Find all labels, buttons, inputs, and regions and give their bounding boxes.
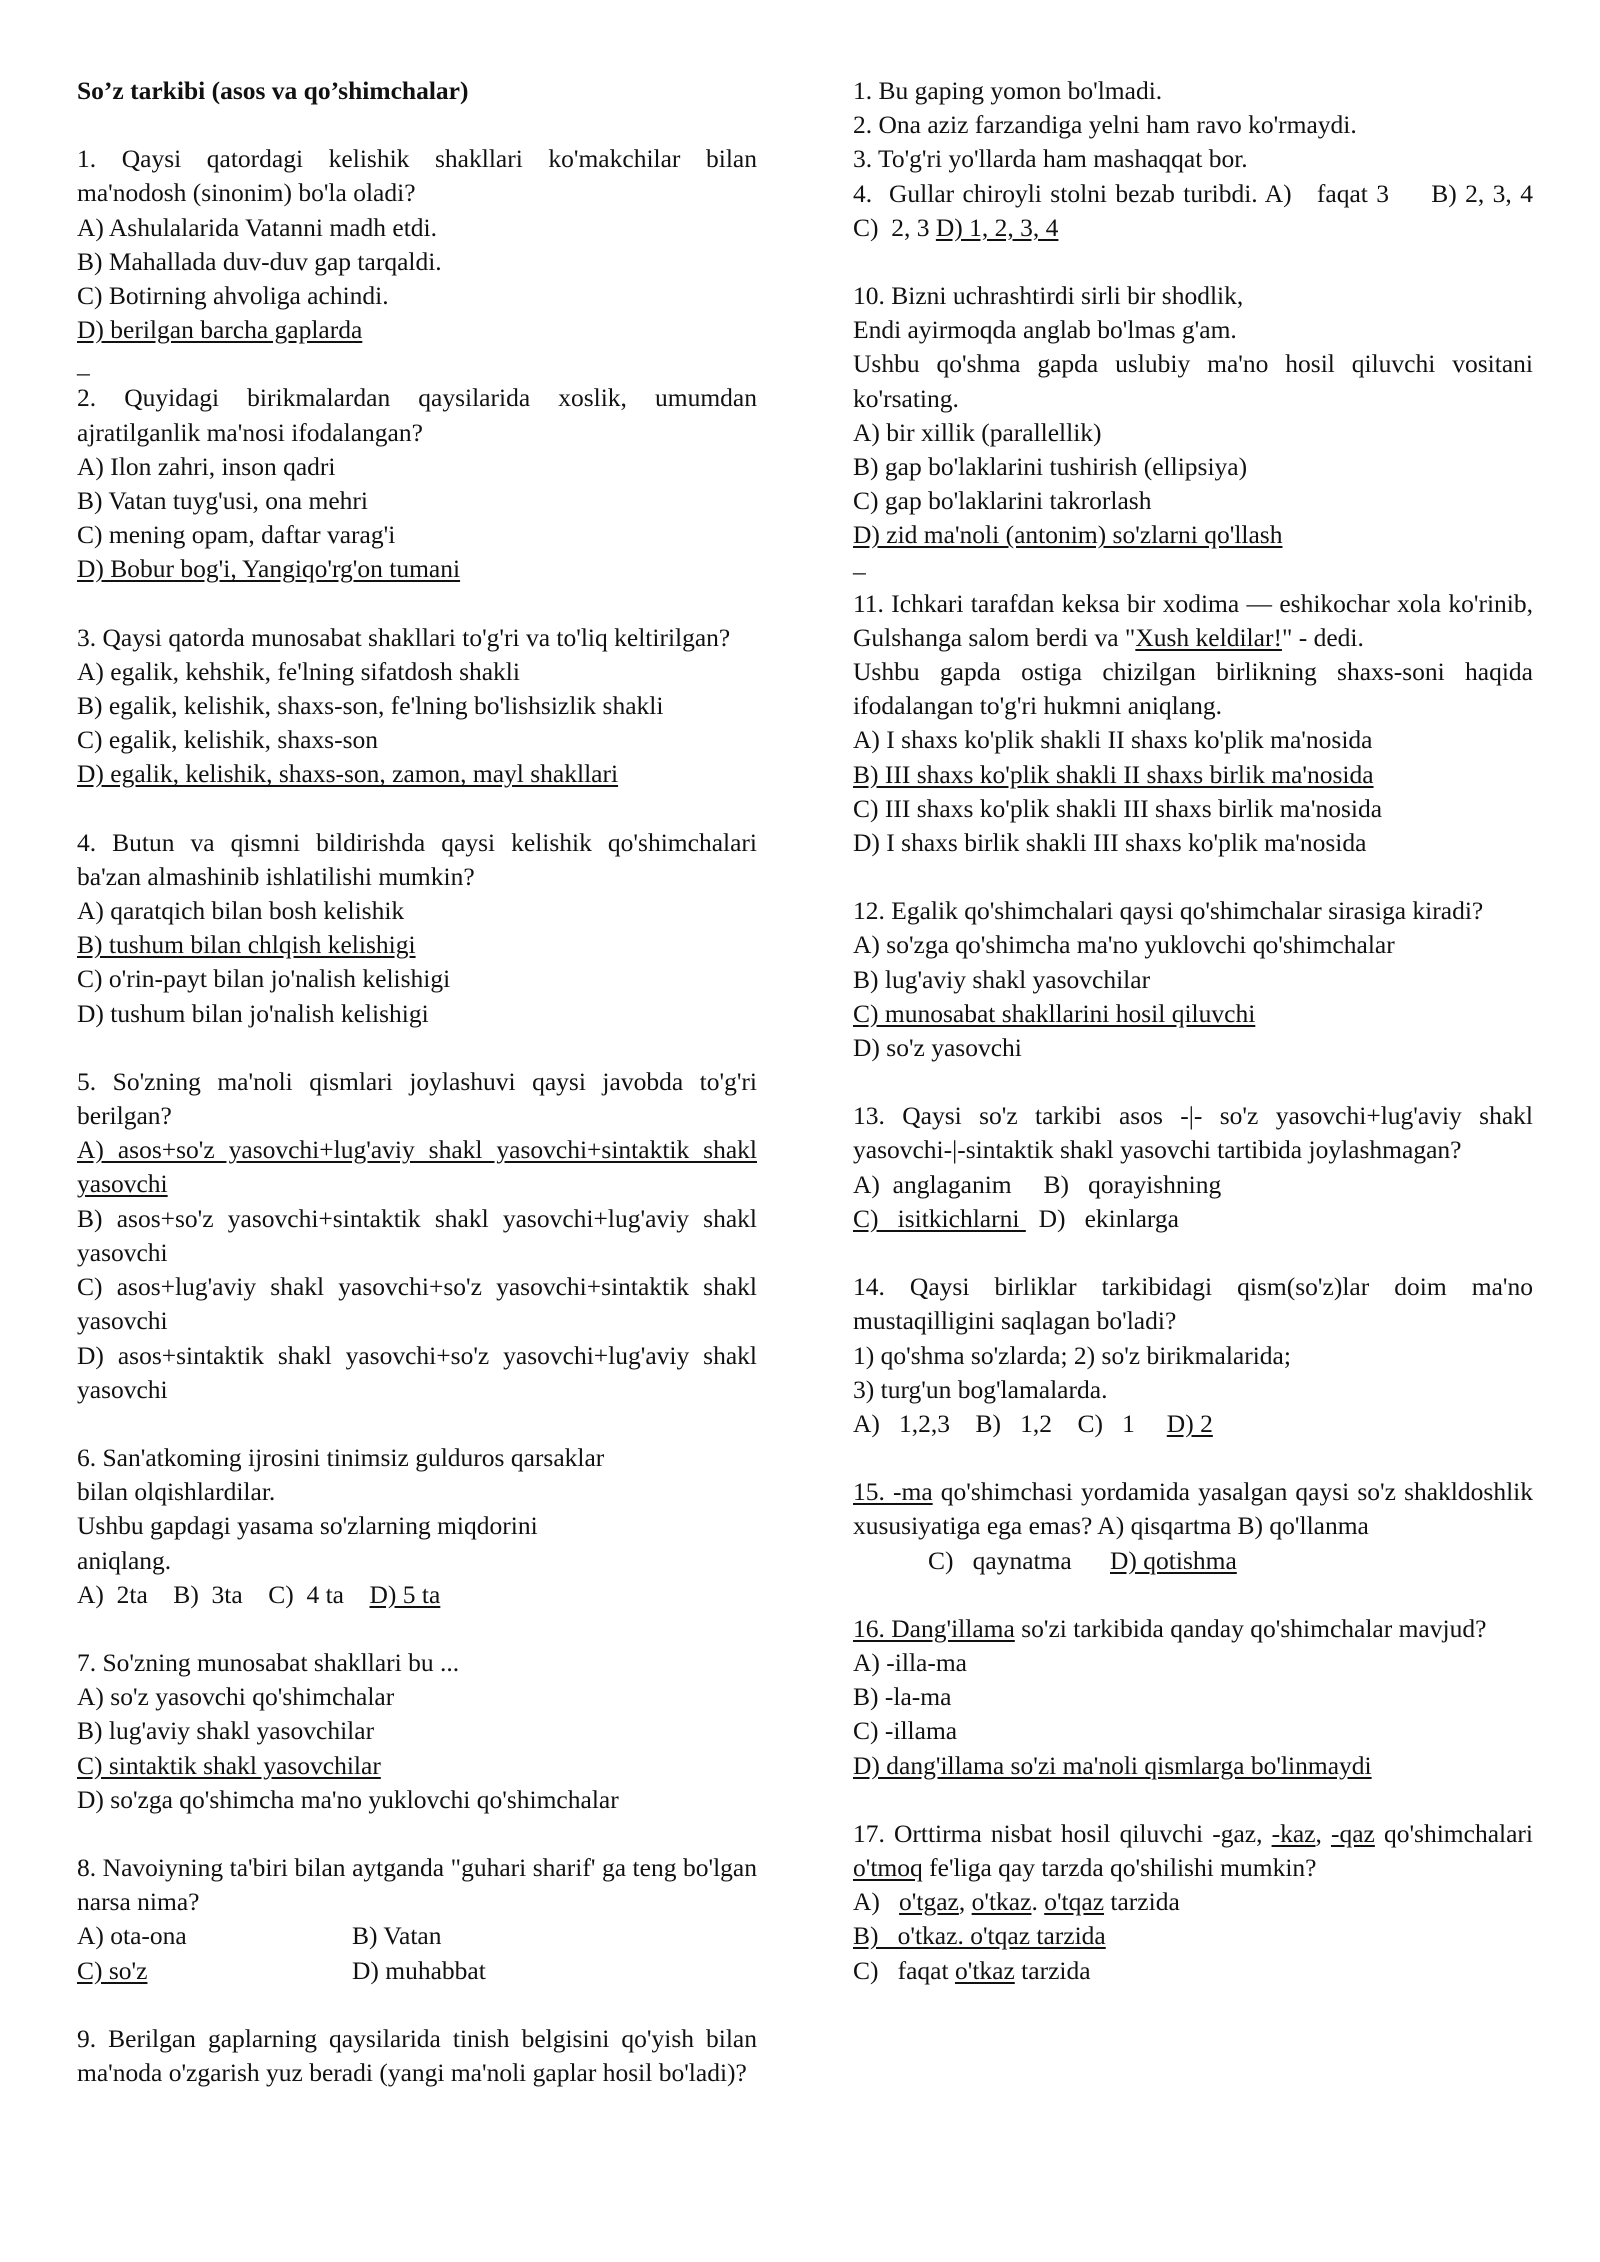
options-a-c: A) 1,2,3 B) 1,2 C) 1 <box>853 1408 1167 1438</box>
option-c-answer: C) sintaktik shakl yasovchilar <box>77 1750 381 1780</box>
page-title: So’z tarkibi (asos va qo’shimchalar) <box>77 76 469 105</box>
stem-text: 11. Ichkari tarafdan keksa bir xodima — eshikochar xola ko'rinib, Gulshanga salom berdi va " <box>853 588 1533 652</box>
right-column <box>853 74 1553 2022</box>
word: o'tqaz <box>1044 1887 1105 1917</box>
option-c-answer-cell <box>77 1954 352 1988</box>
question-11 <box>853 587 1533 861</box>
question-9-stem <box>77 2022 757 2090</box>
question-stem: 9. Berilgan gaplarning qaysilarida tinish belgisini qo'yish bilan ma'noda o'zgarish yuz beradi (yangi ma'noli gaplar hosil bo'ladi)? <box>77 2023 757 2087</box>
question-8 <box>77 1851 757 1988</box>
question-stem <box>853 1612 1533 1646</box>
word: o'tkaz <box>954 1955 1015 1985</box>
option-c: C) o'rin-payt bilan jo'nalish kelishigi <box>77 964 451 994</box>
option-d: D) ekinlarga <box>1025 1203 1179 1233</box>
suffix-kaz: -kaz <box>1271 1818 1316 1848</box>
question-stem: 12. Egalik qo'shimchalari qaysi qo'shimchalar sirasiga kiradi? <box>853 896 1484 926</box>
option-a: A) egalik, kehshik, fe'lning sifatdosh shakli <box>77 656 520 686</box>
word: o'tgaz <box>899 1887 959 1917</box>
question-stem <box>853 1817 1533 1885</box>
options-row <box>77 1919 757 1953</box>
option-c <box>853 1954 1533 1988</box>
question-15 <box>853 1475 1533 1578</box>
option-a: A) qaratqich bilan bosh kelishik <box>77 896 405 926</box>
question-stem-2: Ushbu gapda ostiga chizilgan birlikning shaxs-soni haqida ifodalangan to'g'ri hukmni aniqlang. <box>853 657 1533 721</box>
option-b: B) lug'aviy shakl yasovchilar <box>77 1716 375 1746</box>
question-5 <box>77 1065 757 1407</box>
option-text: A) <box>853 1887 900 1917</box>
question-7 <box>77 1646 757 1817</box>
option-a: A) so'z yasovchi qo'shimchalar <box>77 1682 395 1712</box>
options-line <box>853 1544 1533 1578</box>
stem-text: " - dedi. <box>1281 622 1364 652</box>
option-b-answer: B) tushum bilan chlqish kelishigi <box>77 930 416 960</box>
underlined-phrase: Xush keldilar! <box>1135 622 1282 652</box>
option-d-answer: D) qotishma <box>1110 1545 1237 1575</box>
question-stem: 13. Qaysi so'z tarkibi asos -|- so'z yasovchi+lug'aviy shakl yasovchi-|-sintaktik shakl yasovchi tartibida joylashmagan? <box>853 1101 1533 1165</box>
question-13 <box>853 1099 1533 1236</box>
option-a: A) -illa-ma <box>853 1647 967 1677</box>
option-a <box>853 1885 1533 1919</box>
question-stem: 2. Quyidagi birikmalardan qaysilarida xoslik, umumdan ajratilganlik ma'nosi ifodalangan? <box>77 383 757 447</box>
question-line: bilan olqishlardilar. <box>77 1477 276 1507</box>
option-a: A) ota-ona <box>77 1921 187 1951</box>
stem-text: qo'shimchalari <box>1374 1818 1534 1848</box>
question-stem: Ushbu qo'shma gapda uslubiy ma'no hosil qiluvchi vositani ko'rsating. <box>853 349 1533 413</box>
option-b: B) gap bo'laklarini tushirish (ellipsiya) <box>853 452 1248 482</box>
option-c: C) qaynatma <box>928 1545 1110 1575</box>
option-c-answer: C) isitkichlarni <box>853 1203 1026 1233</box>
option-text: , <box>958 1887 972 1917</box>
question-10 <box>853 279 1533 577</box>
verb-otmoq: o'tmoq <box>853 1852 923 1882</box>
option-b: B) lug'aviy shakl yasovchilar <box>853 964 1151 994</box>
suffix-label: 15. -ma <box>853 1477 933 1507</box>
stem-text: so'zi tarkibida qanday qo'shimchalar mavjud? <box>1014 1613 1487 1643</box>
option-text: . <box>1031 1887 1045 1917</box>
question-4 <box>77 826 757 1031</box>
question-6 <box>77 1441 757 1612</box>
option-c: C) gap bo'laklarini takrorlash <box>853 486 1152 516</box>
option-c: C) egalik, kelishik, shaxs-son <box>77 725 379 755</box>
item-1: 1. Bu gaping yomon bo'lmadi. <box>853 76 1163 105</box>
option-d-answer: D) 1, 2, 3, 4 <box>935 212 1059 242</box>
question-3 <box>77 621 757 792</box>
option-a: A) Ilon zahri, inson qadri <box>77 451 336 481</box>
option-d: D) so'zga qo'shimcha ma'no yuklovchi qo'shimchalar <box>77 1784 619 1814</box>
question-12 <box>853 894 1533 1065</box>
option-d: D) so'z yasovchi <box>853 1033 1022 1063</box>
option-text: tarzida <box>1014 1955 1091 1985</box>
word: o'tkaz <box>971 1887 1032 1917</box>
options-a-b: A) anglaganim B) qorayishning <box>853 1169 1222 1199</box>
option-c: C) mening opam, daftar varag'i <box>77 520 396 550</box>
item-4-text: 4. Gullar chiroyli stolni bezab turibdi. A) faqat 3 B) 2, 3, 4 C) 2, 3 <box>853 178 1553 242</box>
trailing-mark: _ <box>77 349 90 379</box>
option-a: A) bir xillik (parallellik) <box>853 417 1102 447</box>
item-2: 2. Ona aziz farzandiga yelni ham ravo ko'rmaydi. <box>853 110 1357 140</box>
option-a: A) Ashulalarida Vatanni madh etdi. <box>77 212 437 242</box>
question-1 <box>77 142 757 381</box>
option-c: C) Botirning ahvoliga achindi. <box>77 281 389 311</box>
question-stem: 4. Butun va qismni bildirishda qaysi kelishik qo'shimchalari ba'zan almashinib ishlatilishi mumkin? <box>77 827 757 891</box>
option-d: D) tushum bilan jo'nalish kelishigi <box>77 998 429 1028</box>
option-d-answer: D) 2 <box>1166 1408 1213 1438</box>
question-stem: 8. Navoiyning ta'biri bilan aytganda "guhari sharif' ga teng bo'lgan narsa nima? <box>77 1852 757 1917</box>
option-d-answer: D) 5 ta <box>369 1579 441 1609</box>
question-line: Ushbu gapdagi yasama so'zlarning miqdorini <box>77 1511 538 1541</box>
word-label: 16. Dang'illama <box>853 1613 1015 1643</box>
option-b-answer: B) III shaxs ko'plik shakli II shaxs birlik ma'nosida <box>853 759 1374 789</box>
question-line: aniqlang. <box>77 1545 172 1575</box>
stem-text: , <box>1315 1818 1331 1848</box>
question-17 <box>853 1817 1533 1988</box>
question-stem: 1. Qaysi qatordagi kelishik shakllari ko'makchilar bilan ma'nodosh (sinonim) bo'la oladi? <box>77 144 757 208</box>
options-line <box>77 1578 757 1612</box>
item-3: 3. To'g'ri yo'llarda ham mashaqqat bor. <box>853 144 1248 174</box>
option-d: D) I shaxs birlik shakli III shaxs ko'plik ma'nosida <box>853 828 1367 858</box>
option-b: B) Vatan <box>352 1921 442 1951</box>
option-d-answer: D) zid ma'noli (antonim) so'zlarni qo'llash <box>853 520 1283 550</box>
left-column <box>77 74 757 2124</box>
stem-text: fe'liga qay tarzda qo'shilishi mumkin? <box>922 1852 1317 1882</box>
stem-text: 17. Orttirma nisbat hosil qiluvchi -gaz, <box>853 1818 1272 1848</box>
item-4-with-options <box>853 177 1553 245</box>
option-a: A) so'zga qo'shimcha ma'no yuklovchi qo'shimchalar <box>853 930 1395 960</box>
options-a-c: A) 2ta B) 3ta C) 4 ta <box>77 1579 370 1609</box>
option-c-answer: C) so'z <box>77 1955 148 1985</box>
option-c: C) III shaxs ko'plik shakli III shaxs birlik ma'nosida <box>853 793 1383 823</box>
option-c: C) asos+lug'aviy shakl yasovchi+so'z yasovchi+sintaktik shakl yasovchi <box>77 1272 757 1336</box>
option-b: B) Mahallada duv-duv gap tarqaldi. <box>77 246 442 276</box>
suffix-qaz: -qaz <box>1330 1818 1375 1848</box>
question-line: 6. San'atkoming ijrosini tinimsiz gulduros qarsaklar <box>77 1442 605 1472</box>
stem-text: qo'shimchasi yordamida yasalgan qaysi so'z shakldoshlik xususiyatiga ega emas? A) qisqartma B) qo'llanma <box>853 1477 1533 1541</box>
options-row <box>77 1954 757 1988</box>
question-stem: 3. Qaysi qatorda munosabat shakllari to'g'ri va to'liq keltirilgan? <box>77 622 731 652</box>
poem-line: Endi ayirmoqda anglab bo'lmas g'am. <box>853 315 1237 345</box>
option-a: A) I shaxs ko'plik shakli II shaxs ko'plik ma'nosida <box>853 725 1373 755</box>
question-14 <box>853 1270 1533 1441</box>
item-line: 3) turg'un bog'lamalarda. <box>853 1374 1108 1404</box>
options-line <box>853 1202 1533 1236</box>
option-b-answer: B) o'tkaz. o'tqaz tarzida <box>853 1921 1106 1951</box>
question-stem: 14. Qaysi birliklar tarkibidagi qism(so'z)lar doim ma'no mustaqilligini saqlagan bo'ladi? <box>853 1272 1533 1336</box>
option-c-answer: C) munosabat shakllarini hosil qiluvchi <box>853 998 1256 1028</box>
option-a-answer: A) asos+so'z yasovchi+lug'aviy shakl yasovchi+sintaktik shakl yasovchi <box>77 1135 757 1199</box>
question-stem: 5. So'zning ma'noli qismlari joylashuvi qaysi javobda to'g'ri berilgan? <box>77 1066 757 1131</box>
option-d-answer: D) Bobur bog'i, Yangiqo'rg'on tumani <box>77 554 461 584</box>
option-c: C) -illama <box>853 1716 958 1746</box>
question-9-items <box>853 74 1553 245</box>
option-b: B) egalik, kelishik, shaxs-son, fe'lning bo'lishsizlik shakli <box>77 691 664 721</box>
option-d-answer: D) berilgan barcha gaplarda <box>77 315 363 345</box>
option-d-answer: D) egalik, kelishik, shaxs-son, zamon, mayl shakllari <box>77 759 619 789</box>
question-stem <box>853 587 1533 655</box>
trailing-mark: _ <box>853 547 866 577</box>
poem-line: 10. Bizni uchrashtirdi sirli bir shodlik, <box>853 281 1244 311</box>
option-d-answer: D) dang'illama so'zi ma'noli qismlarga bo'linmaydi <box>853 1750 1372 1780</box>
question-stem <box>853 1475 1533 1543</box>
options-line <box>853 1407 1533 1441</box>
question-2 <box>77 381 757 586</box>
question-stem: 7. So'zning munosabat shakllari bu ... <box>77 1647 460 1677</box>
option-b: B) Vatan tuyg'usi, ona mehri <box>77 486 368 516</box>
question-16 <box>853 1612 1533 1783</box>
item-line: 1) qo'shma so'zlarda; 2) so'z birikmalarida; <box>853 1340 1291 1370</box>
option-text: tarzida <box>1104 1887 1180 1917</box>
option-d: D) asos+sintaktik shakl yasovchi+so'z yasovchi+lug'aviy shakl yasovchi <box>77 1340 757 1404</box>
option-d: D) muhabbat <box>352 1955 486 1985</box>
option-text: C) faqat <box>853 1955 955 1985</box>
option-b: B) asos+so'z yasovchi+sintaktik shakl yasovchi+lug'aviy shakl yasovchi <box>77 1203 757 1267</box>
option-b: B) -la-ma <box>853 1682 952 1712</box>
